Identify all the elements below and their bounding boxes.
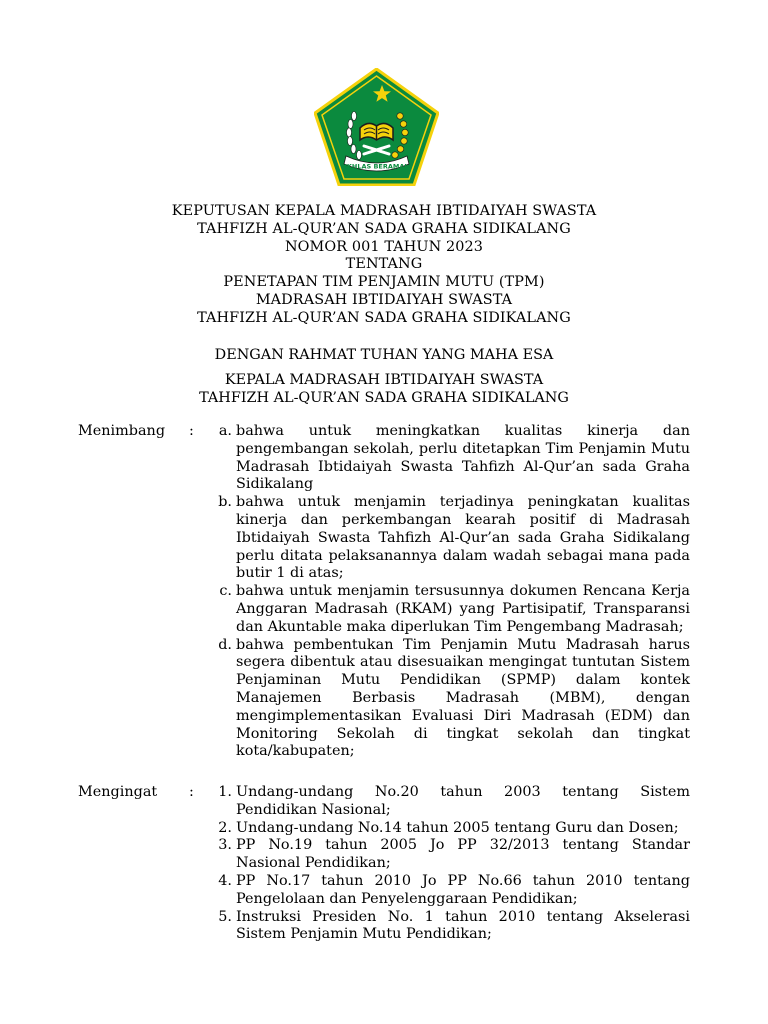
open-book-icon xyxy=(360,123,393,140)
list-item xyxy=(204,637,690,762)
ministry-emblem-logo xyxy=(314,68,439,186)
item-text: bahwa pembentukan Tim Penjamin Mutu Madrasah harus segera dibentuk atau disesuaikan mengingat tuntutan Sistem Penjaminan Mutu Pendidikan (SPMP) dalam kontek Manajemen Berbasis Madrasah (MBM), dengan mengimplementasikan Evaluasi Diri Madrasah (EDM) dan Monitoring Sekolah di tingkat sekolah dan tingkat kota/kabupaten; xyxy=(236,636,690,760)
list-item xyxy=(204,820,690,838)
list-item xyxy=(204,784,690,820)
title-line: PENETAPAN TIM PENJAMIN MUTU (TPM) xyxy=(223,274,545,291)
legal-basis-list xyxy=(204,784,690,944)
title-line: TAHFIZH AL-QUR’AN SADA GRAHA SIDIKALANG xyxy=(197,220,571,237)
item-marker: a. xyxy=(218,423,232,439)
considerations-list xyxy=(204,423,690,761)
list-item xyxy=(204,873,690,909)
item-text: bahwa untuk menjamin tersusunnya dokumen Rencana Kerja Anggaran Madrasah (RKAM) yang Partisipatif, Transparansi dan Akuntable maka diperlukan Tim Pengembang Madrasah; xyxy=(236,583,690,635)
item-marker: d. xyxy=(218,636,232,653)
title-line: TAHFIZH AL-QUR’AN SADA GRAHA SIDIKALANG xyxy=(197,309,571,326)
list-item xyxy=(204,583,690,636)
item-text: bahwa untuk meningkatkan kualitas kinerja dan pengembangan sekolah, perlu ditetapkan Tim Penjamin Mutu Madrasah Ibtidaiyah Swasta Tahfizh Al-Qur’an sada Graha Sidikalang xyxy=(236,423,690,493)
head-title-line: KEPALA MADRASAH IBTIDAIYAH SWASTA xyxy=(224,372,544,388)
blessing-line: DENGAN RAHMAT TUHAN YANG MAHA ESA xyxy=(214,347,554,363)
section-label: Mengingat xyxy=(78,784,158,800)
item-text: Undang-undang No.20 tahun 2003 tentang Sistem Pendidikan Nasional; xyxy=(236,784,690,818)
decree-title xyxy=(0,203,768,328)
item-text: PP No.17 tahun 2010 Jo PP No.66 tahun 2010 tentang Pengelolaan dan Penyelenggaraan Pendidikan; xyxy=(236,872,690,907)
title-line: TENTANG xyxy=(345,256,423,273)
item-marker: 2. xyxy=(218,819,232,836)
item-marker: c. xyxy=(219,583,232,600)
item-text: Instruksi Presiden No. 1 tahun 2010 tentang Akselerasi Sistem Penjamin Mutu Pendidikan; xyxy=(236,908,690,943)
item-text: PP No.19 tahun 2005 Jo PP 32/2013 tentang Standar Nasional Pendidikan; xyxy=(236,837,690,872)
item-marker: 1. xyxy=(218,784,232,800)
list-item xyxy=(204,837,690,873)
section-colon: : xyxy=(189,784,194,800)
section-label: Menimbang xyxy=(78,423,166,439)
list-item xyxy=(204,423,690,494)
section-colon: : xyxy=(189,423,194,439)
emblem-pentagon-icon xyxy=(314,68,439,186)
item-marker: 5. xyxy=(218,908,232,925)
item-marker: b. xyxy=(218,494,232,511)
item-text: bahwa untuk menjamin terjadinya peningkatan kualitas kinerja dan perkembangan kearah positif di Madrasah Ibtidaiyah Swasta Tahfizh Al-Qur’an sada Graha Sidikalang perlu ditata pelaksanannya dalam wadah sebagai mana pada butir 1 di atas; xyxy=(236,494,690,582)
item-marker: 4. xyxy=(218,872,232,889)
list-item xyxy=(204,909,690,945)
emblem-motto: IKHLAS BERAMAL xyxy=(344,162,409,171)
item-marker: 3. xyxy=(218,837,232,854)
list-item xyxy=(204,494,690,583)
item-text: Undang-undang No.14 tahun 2005 tentang Guru dan Dosen; xyxy=(236,819,679,836)
title-line: NOMOR 001 TAHUN 2023 xyxy=(284,238,484,255)
title-line: KEPUTUSAN KEPALA MADRASAH IBTIDAIYAH SWASTA xyxy=(171,203,597,219)
title-line: MADRASAH IBTIDAIYAH SWASTA xyxy=(255,291,513,308)
head-title-line: TAHFIZH AL-QUR’AN SADA GRAHA SIDIKALANG xyxy=(199,390,569,406)
